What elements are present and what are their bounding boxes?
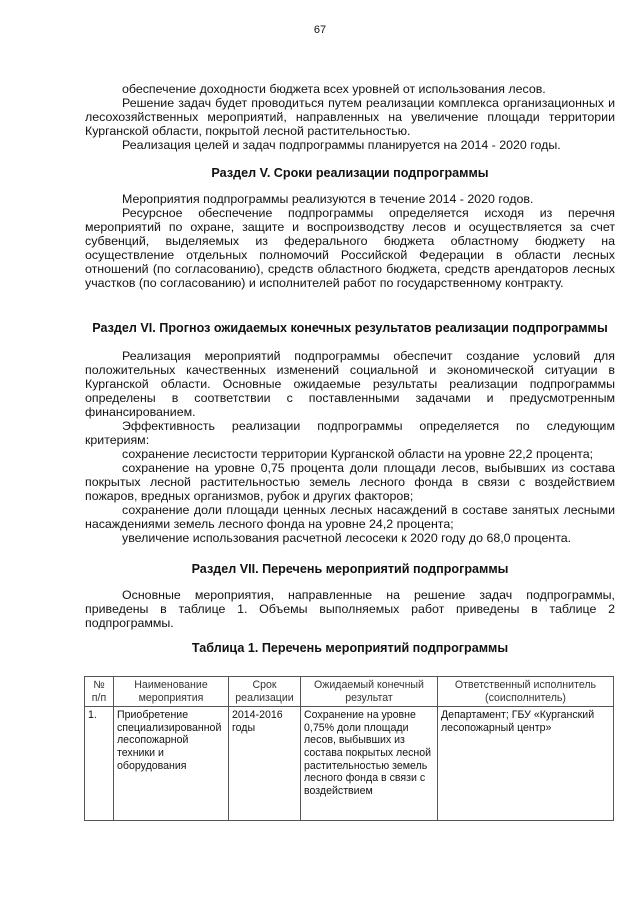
section-7-heading: Раздел VII. Перечень мероприятий подпрограммы	[191, 562, 509, 576]
intro-text	[85, 82, 615, 152]
table-1-title: Таблица 1. Перечень мероприятий подпрограммы	[191, 641, 509, 655]
header-name: Наименование мероприятия	[114, 677, 229, 707]
criterion: сохранение лесистости территории Курганской области на уровне 22,2 процента;	[122, 447, 594, 461]
page-number: 67	[313, 24, 327, 36]
activities-table	[84, 676, 614, 821]
cell-term: 2014-2016 годы	[229, 707, 301, 821]
paragraph: обеспечение доходности бюджета всех уровней от использования лесов.	[122, 82, 546, 96]
paragraph: Мероприятия подпрограммы реализуются в течение 2014 - 2020 годов.	[122, 192, 534, 206]
criterion: сохранение доли площади ценных лесных насаждений в составе занятых лесными насаждениями земель лесного фонда на уровне 24,2 процента;	[85, 503, 615, 531]
cell-executor: Департамент; ГБУ «Курганский лесопожарный центр»	[438, 707, 614, 821]
section-6-body	[85, 349, 615, 545]
section-6-heading: Раздел VI. Прогноз ожидаемых конечных результатов реализации подпрограммы	[92, 321, 608, 335]
paragraph: Ресурсное обеспечение подпрограммы определяется исходя из перечня мероприятий по охране, защите и воспроизводству лесов и осуществляется за счет субвенций, выделяемых из федерального бюджета областному бюджету на осуществление отдельных полномочий Российской Федерации в области лесных отношений (по согласованию), средств областного бюджета, средств арендаторов лесных участков (по согласованию) и исполнителей работ по государственному контракту.	[85, 206, 615, 290]
header-result: Ожидаемый конечный результат	[301, 677, 438, 707]
cell-number: 1.	[85, 707, 114, 821]
section-7-body	[85, 588, 615, 630]
cell-name: Приобретение специализированной лесопожарной техники и оборудования	[114, 707, 229, 821]
paragraph: Основные мероприятия, направленные на решение задач подпрограммы, приведены в таблице 1. Объемы выполняемых работ приведены в таблице 2 подпрограммы.	[85, 588, 615, 630]
section-5-heading: Раздел V. Сроки реализации подпрограммы	[211, 166, 489, 180]
header-executor: Ответственный исполнитель (соисполнитель)	[438, 677, 614, 707]
paragraph: Реализация мероприятий подпрограммы обеспечит создание условий для положительных качественных изменений социальной и экономической ситуации в Курганской области. Основные ожидаемые результаты реализации подпрограммы определены в соответствии с поставленными задачами и предусмотренным финансированием.	[85, 349, 615, 419]
paragraph: Решение задач будет проводиться путем реализации комплекса организационных и лесохозяйственных мероприятий, направленных на увеличение площади территории Курганской области, покрытой лесной растительностью.	[85, 96, 615, 138]
section-5-body	[85, 192, 615, 290]
criterion: увеличение использования расчетной лесосеки к 2020 году до 68,0 процента.	[122, 531, 572, 545]
header-number: № п/п	[85, 677, 114, 707]
cell-result: Сохранение на уровне 0,75% доли площади лесов, выбывших из состава покрытых лесной растительностью земель лесного фонда в связи с воздействием	[301, 707, 438, 821]
table-row	[85, 707, 614, 821]
table-header-row	[85, 677, 614, 707]
criterion: сохранение на уровне 0,75 процента доли площади лесов, выбывших из состава покрытых лесной растительностью земель лесного фонда в связи с воздействием пожаров, вредных организмов, рубок и других факторов;	[85, 461, 615, 503]
paragraph: Реализация целей и задач подпрограммы планируется на 2014 - 2020 годы.	[122, 138, 561, 152]
paragraph: Эффективность реализации подпрограммы определяется по следующим критериям:	[85, 419, 615, 447]
header-term: Срок реализации	[229, 677, 301, 707]
